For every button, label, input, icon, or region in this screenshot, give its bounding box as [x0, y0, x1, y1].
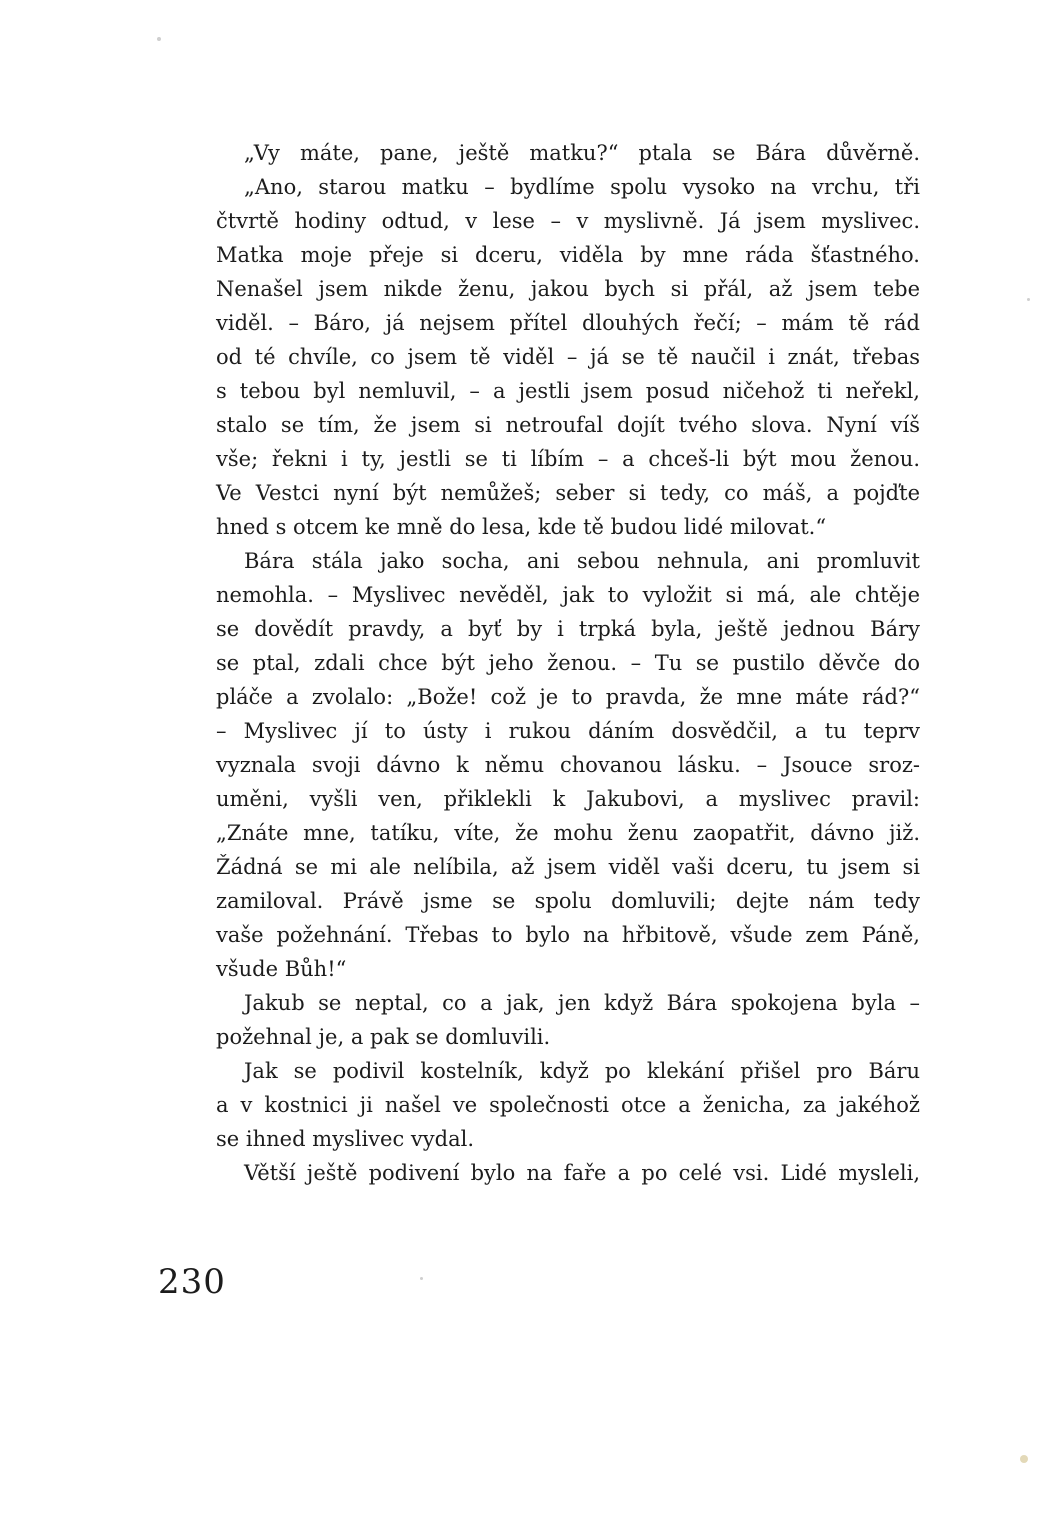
text-line: Jak se podivil kostelník, když po klekání přišel pro Báru [244, 1059, 920, 1083]
paper-speck [1020, 1455, 1028, 1463]
text-line: Jakub se neptal, co a jak, jen když Bára spokojena byla – [244, 991, 920, 1015]
text-line: – Myslivec jí to ústy i rukou dáním dosvědčil, a tu teprv [216, 719, 920, 743]
paper-speck [420, 1277, 423, 1280]
text-line: vše; řekni i ty, jestli se ti líbím – a chceš-li být mou ženou. [216, 447, 920, 471]
text-line: se ihned myslivec vydal. [216, 1127, 474, 1151]
text-line: vyznala svoji dávno k němu chovanou lásku. – Jsouce sroz- [216, 753, 920, 777]
text-line: Bára stála jako socha, ani sebou nehnula, ani promluvit [244, 549, 920, 573]
text-line: Nenašel jsem nikde ženu, jakou bych si přál, až jsem tebe [216, 277, 920, 301]
text-line: se ptal, zdali chce být jeho ženou. – Tu se pustilo děvče do [216, 651, 920, 675]
text-line: vaše požehnání. Třebas to bylo na hřbitově, všude zem Páně, [216, 923, 920, 947]
text-line: požehnal je, a pak se domluvili. [216, 1025, 551, 1049]
text-line: a v kostnici ji našel ve společnosti otce a ženicha, za jakéhož [216, 1093, 920, 1117]
text-line: čtvrtě hodiny odtud, v lese – v myslivně. Já jsem myslivec. [216, 209, 920, 233]
text-line: hned s otcem ke mně do lesa, kde tě budou lidé milovat.“ [216, 515, 827, 539]
text-line: uměni, vyšli ven, přiklekli k Jakubovi, a myslivec pravil: [216, 787, 920, 811]
paper-speck [1027, 298, 1030, 301]
text-line: Ve Vestci nyní být nemůžeš; seber si tedy, co máš, a pojďte [216, 481, 920, 505]
text-line: Větší ještě podivení bylo na faře a po celé vsi. Lidé mysleli, [244, 1161, 920, 1185]
text-line: Matka moje přeje si dceru, viděla by mne ráda šťastného. [216, 243, 920, 267]
text-line: „Ano, starou matku – bydlíme spolu vysoko na vrchu, tři [244, 175, 920, 199]
text-line: Žádná se mi ale nelíbila, až jsem viděl vaši dceru, tu jsem si [216, 855, 920, 879]
text-line: „Znáte mne, tatíku, víte, že mohu ženu zaopatřit, dávno již. [216, 821, 920, 845]
text-line: stalo se tím, že jsem si netroufal dojít tvého slova. Nyní víš [216, 413, 920, 437]
text-line: s tebou byl nemluvil, – a jestli jsem posud ničehož ti neřekl, [216, 379, 920, 403]
page-number: 230 [158, 1262, 226, 1302]
paper-speck [157, 37, 161, 41]
text-line: „Vy máte, pane, ještě matku?“ ptala se Bára důvěrně. [244, 141, 920, 165]
text-line: od té chvíle, co jsem tě viděl – já se tě naučil i znát, třebas [216, 345, 920, 369]
text-line: se dovědít pravdy, a byť by i trpká byla, ještě jednou Báry [216, 617, 920, 641]
text-line: viděl. – Báro, já nejsem přítel dlouhých řečí; – mám tě rád [216, 311, 920, 335]
text-line: pláče a zvolalo: „Bože! což je to pravda, že mne máte rád?“ [216, 685, 920, 709]
body-text [216, 136, 920, 1190]
text-line: zamiloval. Právě jsme se spolu domluvili; dejte nám tedy [216, 889, 920, 913]
text-line: všude Bůh!“ [216, 957, 347, 981]
text-line: nemohla. – Myslivec nevěděl, jak to vyložit si má, ale chtěje [216, 583, 920, 607]
